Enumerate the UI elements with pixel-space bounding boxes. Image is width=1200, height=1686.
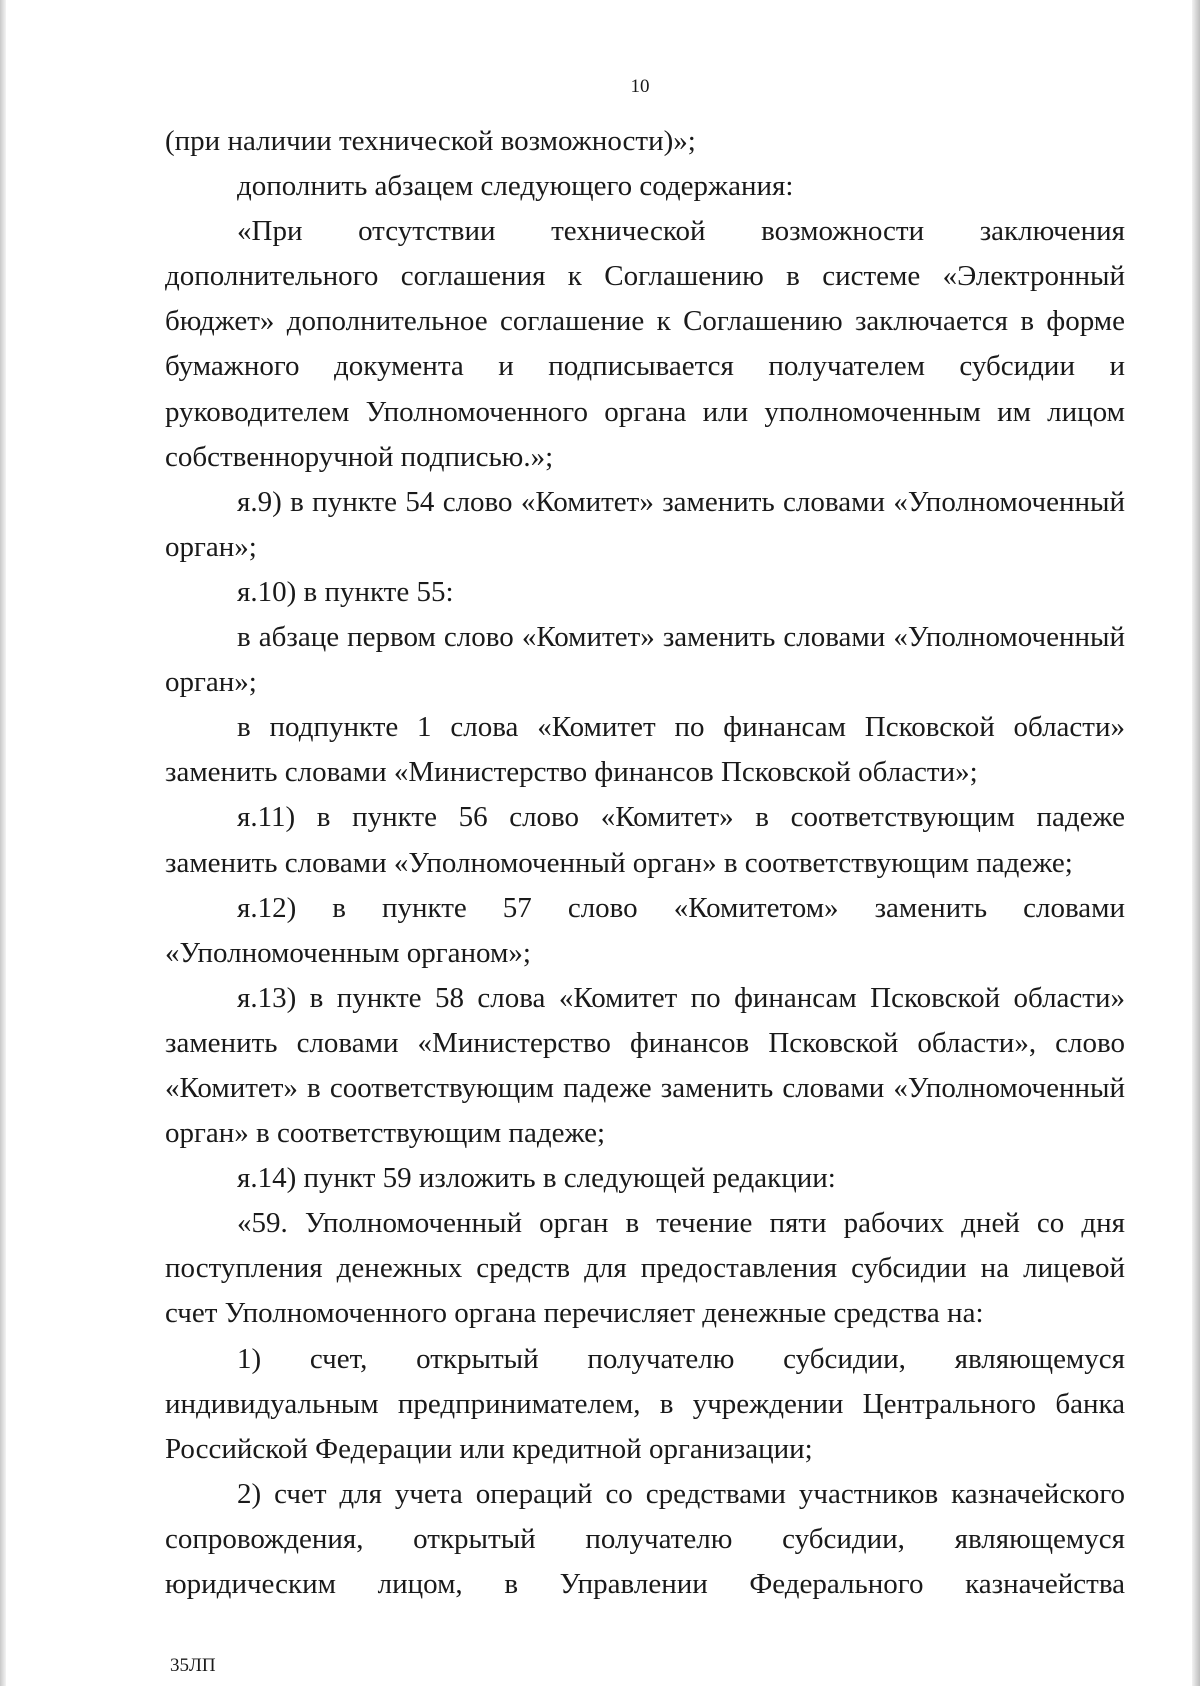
paragraph: 1) счет, открытый получателю субсидии, являющемуся индивидуальным предпринимателем, в учреждении Центрального банка Российской Федерации или кредитной организации;: [165, 1342, 1125, 1465]
paragraph: «При отсутствии технической возможности заключения дополнительного соглашения к Соглашению в системе «Электронный бюджет» дополнительное соглашение к Соглашению заключается в форме бумажного документа и подписывается получателем субсидии и руководителем Уполномоченного органа или уполномоченным им лицом собственноручной подписью.»;: [165, 215, 1125, 473]
paragraph: я.12) в пункте 57 слово «Комитетом» заменить словами «Уполномоченным органом»;: [165, 891, 1125, 969]
paragraph: (при наличии технической возможности)»;: [165, 125, 696, 157]
paragraph: я.10) в пункте 55:: [237, 575, 454, 608]
scan-edge-right: [1192, 0, 1200, 1686]
paragraph: «59. Уполномоченный орган в течение пяти рабочих дней со дня поступления денежных средств для предоставления субсидии на лицевой счет Уполномоченного органа перечисляет денежные средства на:: [165, 1207, 1125, 1330]
scan-edge-left: [0, 0, 6, 1686]
paragraph: 2) счет для учета операций со средствами участников казначейского сопровождения, открытый получателю субсидии, являющемуся юридическим лицом, в Управлении Федерального казначейства: [165, 1477, 1125, 1600]
document-body: [165, 119, 1125, 1607]
paragraph: я.9) в пункте 54 слово «Комитет» заменить словами «Уполномоченный орган»;: [165, 485, 1125, 563]
page-number: 10: [630, 76, 650, 97]
paragraph: я.11) в пункте 56 слово «Комитет» в соответствующим падеже заменить словами «Уполномоченный орган» в соответствующим падеже;: [165, 801, 1125, 879]
paragraph: я.14) пункт 59 изложить в следующей редакции:: [237, 1162, 836, 1195]
paragraph: в подпункте 1 слова «Комитет по финансам Псковской области» заменить словами «Министерство финансов Псковской области»;: [165, 711, 1125, 789]
footer-document-code: 35ЛП: [170, 1655, 216, 1676]
paragraph: в абзаце первом слово «Комитет» заменить словами «Уполномоченный орган»;: [165, 621, 1125, 699]
paragraph: дополнить абзацем следующего содержания:: [237, 170, 794, 203]
paragraph: я.13) в пункте 58 слова «Комитет по финансам Псковской области» заменить словами «Министерство финансов Псковской области», слово «Комитет» в соответствующим падеже заменить словами «Уполномоченный орган» в соответствующим падеже;: [165, 981, 1125, 1150]
